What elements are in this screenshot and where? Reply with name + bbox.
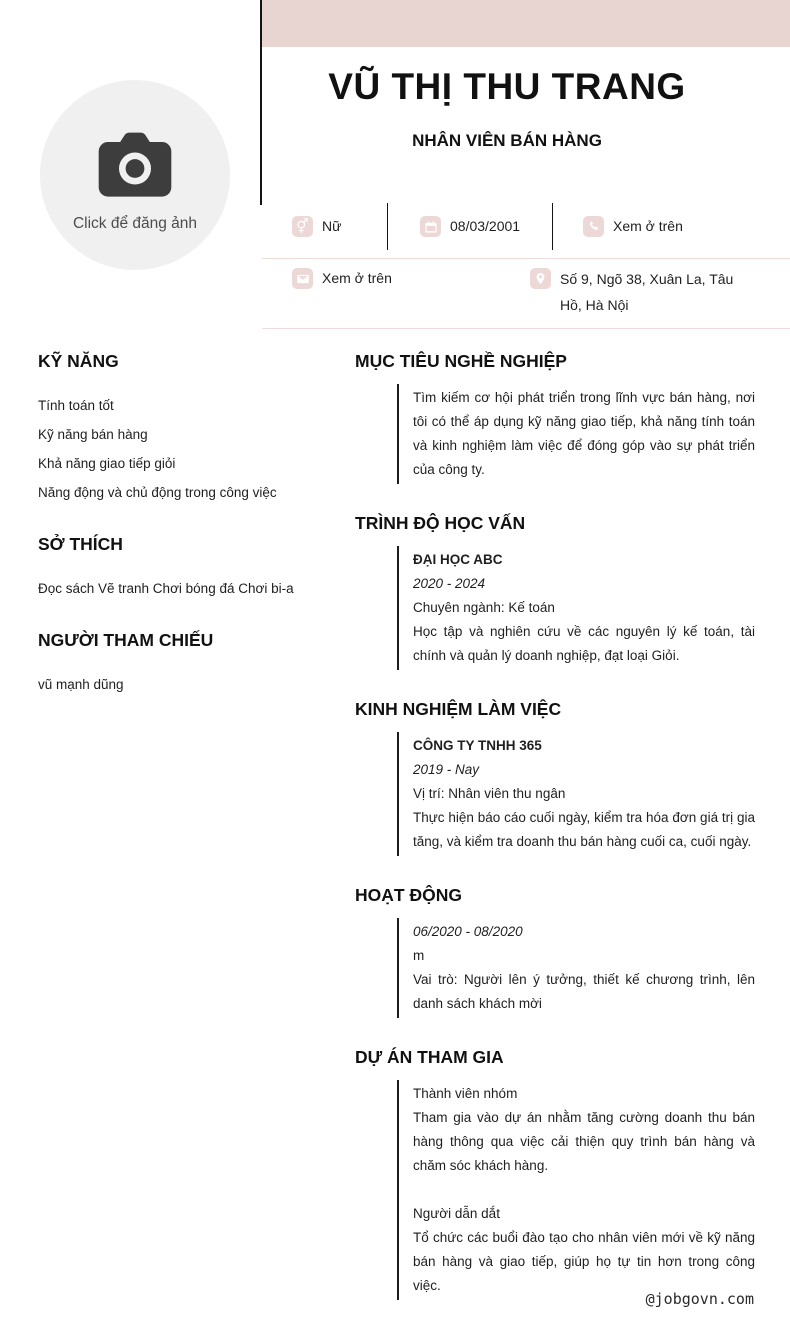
birthday-value: 08/03/2001 xyxy=(450,218,521,234)
activities-heading: HOẠT ĐỘNG xyxy=(355,885,462,905)
experience-description: Thực hiện báo cáo cuối ngày, kiểm tra hóa đơn giá trị gia tăng, và kiểm tra doanh thu bán hàng cuối ca, cuối ngày. xyxy=(413,810,755,849)
education-major: Chuyên ngành: Kế toán xyxy=(413,600,555,615)
phone-value: Xem ở trên xyxy=(613,218,683,234)
experience-company: CÔNG TY TNHH 365 xyxy=(413,738,542,753)
camera-icon xyxy=(87,124,183,211)
objective-heading: MỤC TIÊU NGHỀ NGHIỆP xyxy=(355,351,567,371)
activities-role: Vai trò: Người lên ý tưởng, thiết kế chương trình, lên danh sách khách mời xyxy=(413,972,755,1011)
contact-address[interactable] xyxy=(500,268,790,318)
contact-row-1 xyxy=(262,203,790,258)
hobbies-heading: SỞ THÍCH xyxy=(38,534,123,554)
contact-row-2 xyxy=(262,259,790,328)
experience-block[interactable] xyxy=(397,732,755,856)
address-value: Số 9, Ngõ 38, Xuân La, Tâu Hồ, Hà Nội xyxy=(560,271,734,313)
project-description: Tổ chức các buổi đào tạo cho nhân viên mới về kỹ năng bán hàng và giao tiếp, giúp họ tự tin hơn trong công việc. xyxy=(413,1230,755,1293)
contact-birthday[interactable] xyxy=(388,203,553,250)
location-pin-icon xyxy=(530,268,551,289)
objective-block[interactable] xyxy=(397,384,755,484)
project-role: Người dẫn dắt xyxy=(413,1206,500,1221)
skill-item[interactable]: Tính toán tốt xyxy=(38,398,114,413)
contact-email[interactable] xyxy=(262,268,500,318)
education-description: Học tập và nghiên cứu về các nguyên lý kế toán, tài chính và quản lý doanh nghiệp, đạt loại Giỏi. xyxy=(413,624,755,663)
references-heading: NGƯỜI THAM CHIẾU xyxy=(38,630,214,650)
experience-period: 2019 - Nay xyxy=(413,762,480,777)
contact-separator-bottom xyxy=(262,328,790,329)
education-section xyxy=(355,514,755,670)
header-banner xyxy=(262,0,790,47)
experience-position: Vị trí: Nhân viên thu ngân xyxy=(413,786,566,801)
hobbies-text[interactable]: Đọc sách Vẽ tranh Chơi bóng đá Chơi bi-a xyxy=(38,581,294,596)
objective-section xyxy=(355,352,755,484)
email-value: Xem ở trên xyxy=(322,270,392,286)
skill-item[interactable]: Khả năng giao tiếp giỏi xyxy=(38,456,176,471)
experience-section xyxy=(355,700,755,856)
candidate-job-title[interactable]: NHÂN VIÊN BÁN HÀNG xyxy=(412,131,602,150)
email-icon xyxy=(292,268,313,289)
skills-heading: KỸ NĂNG xyxy=(38,351,119,371)
education-heading: TRÌNH ĐỘ HỌC VẤN xyxy=(355,513,526,533)
contact-section xyxy=(262,203,790,329)
left-column xyxy=(38,352,338,705)
candidate-name[interactable]: VŨ THỊ THU TRANG xyxy=(328,66,686,107)
skill-item[interactable]: Năng động và chủ động trong công việc xyxy=(38,485,277,500)
projects-heading: DỰ ÁN THAM GIA xyxy=(355,1047,504,1067)
education-block[interactable] xyxy=(397,546,755,670)
contact-phone[interactable] xyxy=(553,203,790,250)
watermark: @jobgovn.com xyxy=(645,1290,754,1308)
education-period: 2020 - 2024 xyxy=(413,576,486,591)
photo-upload-label[interactable]: Click để đăng ảnh xyxy=(72,214,198,232)
objective-text: Tìm kiếm cơ hội phát triển trong lĩnh vực bán hàng, nơi tôi có thể áp dụng kỹ năng giao tiếp, khả năng tính toán và kinh nghiệm làm việc để đóng góp vào sự phát triển của công ty. xyxy=(413,390,755,477)
projects-block[interactable] xyxy=(397,1080,755,1300)
right-column xyxy=(355,352,755,1320)
activities-section xyxy=(355,886,755,1018)
projects-section xyxy=(355,1048,755,1300)
education-school: ĐẠI HỌC ABC xyxy=(413,552,503,567)
references-text[interactable]: vũ mạnh dũng xyxy=(38,677,124,692)
phone-icon xyxy=(583,216,604,237)
profile-photo-placeholder[interactable] xyxy=(40,80,230,270)
activities-organization: m xyxy=(413,948,425,963)
calendar-icon xyxy=(420,216,441,237)
experience-heading: KINH NGHIỆM LÀM VIỆC xyxy=(355,699,562,719)
project-role: Thành viên nhóm xyxy=(413,1086,518,1101)
skill-item[interactable]: Kỹ năng bán hàng xyxy=(38,427,148,442)
gender-value: Nữ xyxy=(322,218,342,234)
project-description: Tham gia vào dự án nhằm tăng cường doanh thu bán hàng thông qua việc cải thiện quy trình bán hàng và chăm sóc khách hàng. xyxy=(413,1110,755,1173)
activities-period: 06/2020 - 08/2020 xyxy=(413,924,523,939)
activities-block[interactable] xyxy=(397,918,755,1018)
contact-gender[interactable] xyxy=(262,203,388,250)
gender-icon: ⚥ xyxy=(292,216,313,237)
